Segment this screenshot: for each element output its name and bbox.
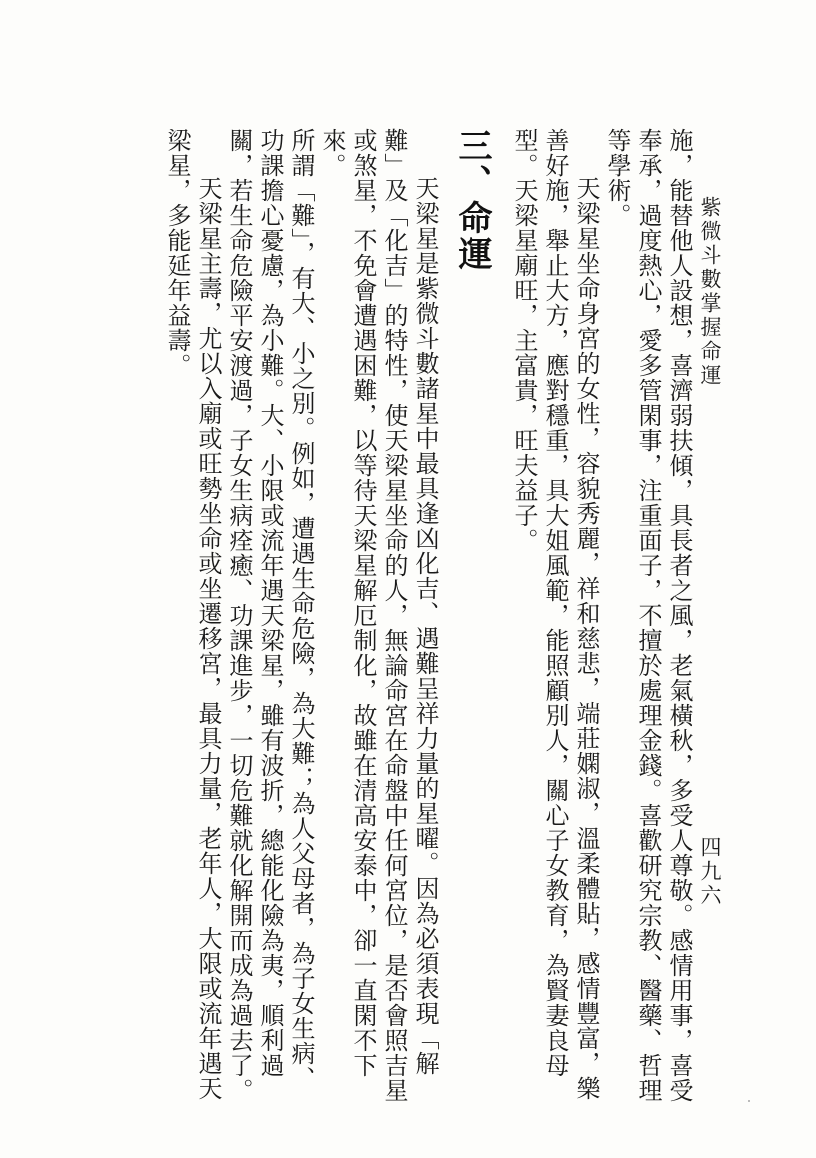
section-heading: 三、命運 — [452, 128, 492, 272]
paragraph-personality-cont: 施，能替他人設想，喜濟弱扶傾，具長者之風，老氣橫秋，多受人尊敬。感情用事，喜受奉承，過度熱心，愛多管閑事，注重面子，不擅於處理金錢。喜歡研究宗教、醫藥、哲理等學術。 — [603, 128, 693, 1103]
paragraph-fate-intro: 天梁星是紫微斗數諸星中最具逢凶化吉、遇難呈祥力量的星曜。因為必須表現「解難」及「化吉」的特性，使天梁星坐命的人，無論命宮在命盤中任何宮位，是否會照吉星或煞星，不免會遭遇困難，以等待天梁星解厄制化，故雖在清高安泰中，卻一直閑不下來。 — [318, 128, 439, 1103]
scan-speck — [748, 1100, 750, 1102]
main-text-block — [74, 128, 694, 1108]
paragraph-difficulty-types: 所謂「難」，有大、小之別。例如，遭遇生命危險，為大難；為人父母者，為子女生病、功課擔心憂慮，為小難。大、小限或流年遇天梁星，雖有波折，總能化險為夷，順利過關，若生命危險平安渡過，子女生病痊癒、功課進步，一切危難就化解開而成為過去了。 — [225, 128, 315, 1103]
page-number: 四九六 — [698, 836, 722, 908]
running-header-title: 紫微斗數掌握命運 — [698, 196, 722, 388]
paragraph-female-traits: 天梁星坐命身宮的女性，容貌秀麗，祥和慈悲，端莊嫻淑，溫柔體貼，感情豐富，樂善好施，舉止大方，應對穩重，具大姐風範，能照顧別人，關心子女教育，為賢妻良母型。天梁星廟旺，主富貴，旺夫益子。 — [510, 128, 600, 1101]
paragraph-longevity: 天梁星主壽，尤以入廟或旺勢坐命或坐遷移宮，最具力量，老年人，大限或流年遇天梁星，多能延年益壽。 — [163, 128, 222, 1101]
